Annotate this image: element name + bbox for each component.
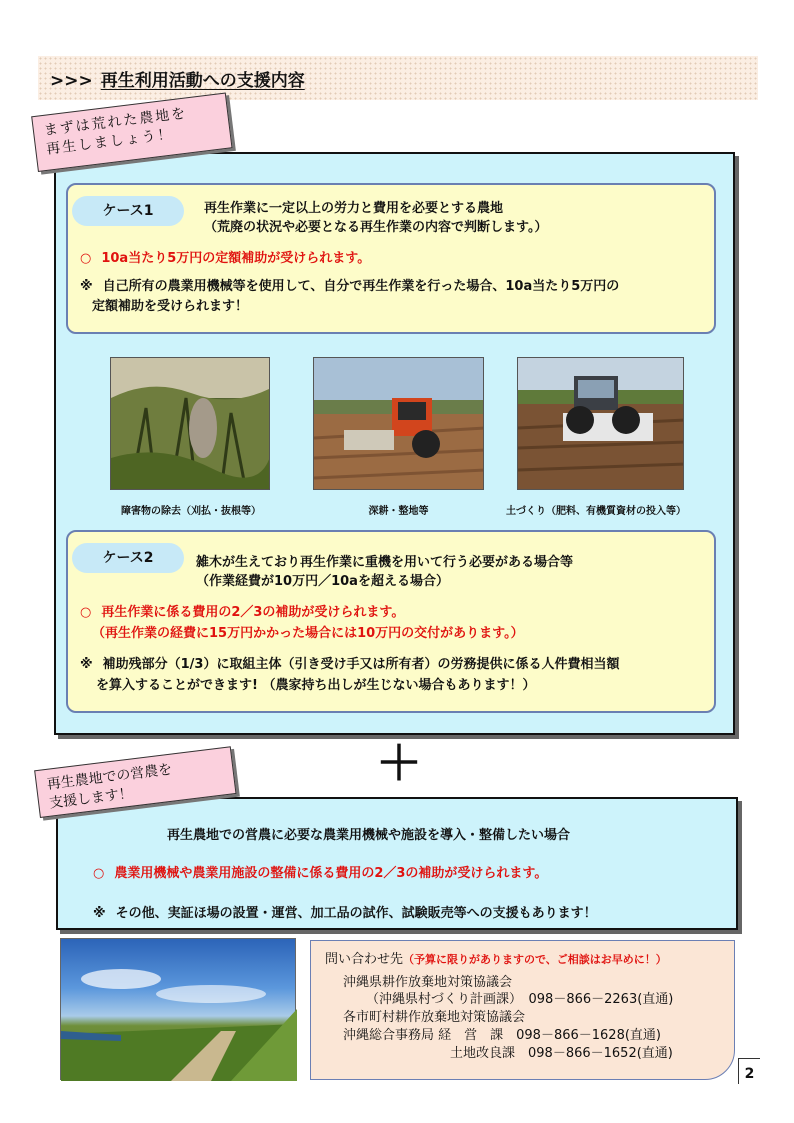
contact-org4: 土地改良課 098－866－1652(直通)	[450, 1046, 673, 1061]
circle-mark: ○	[93, 866, 105, 881]
case1-desc1: 再生作業に一定以上の労力と費用を必要とする農地	[204, 201, 504, 216]
caption-photo3: 土づくり（肥料、有機質資材の投入等）	[506, 506, 686, 517]
section2-note-text: その他、実証ほ場の設置・運営、加工品の試作、試験販売等への支援もあります！	[115, 906, 597, 921]
photo-soil-preparation	[517, 357, 684, 490]
note-mark: ※	[80, 279, 93, 294]
case1-benefit	[80, 249, 370, 268]
section2-line1: 再生農地での営農に必要な農業用機械や施設を導入・整備したい場合	[167, 828, 571, 843]
case2-desc2: （作業経費が10万円／10aを超える場合）	[196, 574, 449, 589]
plus-sign: ＋	[376, 736, 422, 790]
note-mark: ※	[80, 657, 93, 672]
contact-org1-detail: （沖縄県村づくり計画課） 098－866－2263(直通)	[366, 992, 674, 1007]
contact-heading: 問い合わせ先	[325, 952, 404, 967]
contact-org2: 各市町村耕作放棄地対策協議会	[343, 1010, 526, 1025]
page-title: 再生利用活動への支援内容	[100, 71, 305, 91]
section2-benefit	[93, 864, 547, 883]
case1-note1: 自己所有の農業用機械等を使用して、自分で再生作業を行った場合、10a当たり5万円の	[102, 279, 620, 294]
contact-heading-line	[325, 951, 667, 968]
header-arrows: >>>	[50, 71, 93, 91]
section2-note	[93, 904, 597, 923]
contact-org1: 沖縄県耕作放棄地対策協議会	[343, 975, 513, 990]
photo-sugarcane-field	[60, 938, 296, 1080]
photo-deep-tillage	[313, 357, 484, 490]
case2-note2: を算入することができます! （農家持ち出しが生じない場合もあります！）	[96, 678, 536, 693]
caption-photo2: 深耕・整地等	[368, 506, 429, 517]
farming-support-tag: 再生農地での営農を 支援します！	[34, 746, 236, 818]
contact-heading-note: （予算に限りがありますので、ご相談はお早めに！）	[403, 953, 667, 966]
case1-note2: 定額補助を受けられます！	[92, 299, 249, 314]
case2-benefit2: （再生作業の経費に15万円かかった場合には10万円の交付があります。）	[92, 626, 524, 641]
case2-benefit1: 再生作業に係る費用の2／3の補助が受けられます。	[101, 605, 405, 620]
circle-mark: ○	[80, 251, 92, 266]
restoration-tag: まずは荒れた農地を 再生しましょう！	[31, 93, 232, 172]
case1-desc2: （荒廃の状況や必要となる再生作業の内容で判断します。）	[204, 220, 548, 235]
case2-note1: 補助残部分（1/3）に取組主体（引き受け手又は所有者）の労務提供に係る人件費相当額	[102, 657, 620, 672]
circle-mark: ○	[80, 605, 92, 620]
case2-benefit	[80, 603, 404, 622]
section2-benefit-text: 農業用機械や農業用施設の整備に係る費用の2／3の補助が受けられます。	[114, 866, 548, 881]
case2-note	[80, 655, 619, 674]
contact-org3: 沖縄総合事務局 経 営 課 098－866－1628(直通)	[343, 1028, 661, 1043]
case1-label: ケース1	[72, 196, 184, 226]
case1-benefit-text: 10a当たり5万円の定額補助が受けられます。	[101, 251, 371, 266]
caption-photo1: 障害物の除去（刈払・抜根等）	[121, 506, 261, 517]
case2-desc1: 雑木が生えており再生作業に重機を用いて行う必要がある場合等	[196, 555, 574, 570]
note-mark: ※	[93, 906, 106, 921]
photo-obstacle-removal	[110, 357, 270, 490]
section-header	[50, 66, 305, 91]
page-number: 2	[738, 1058, 760, 1084]
case2-label: ケース2	[72, 543, 184, 573]
case1-note	[80, 277, 619, 296]
